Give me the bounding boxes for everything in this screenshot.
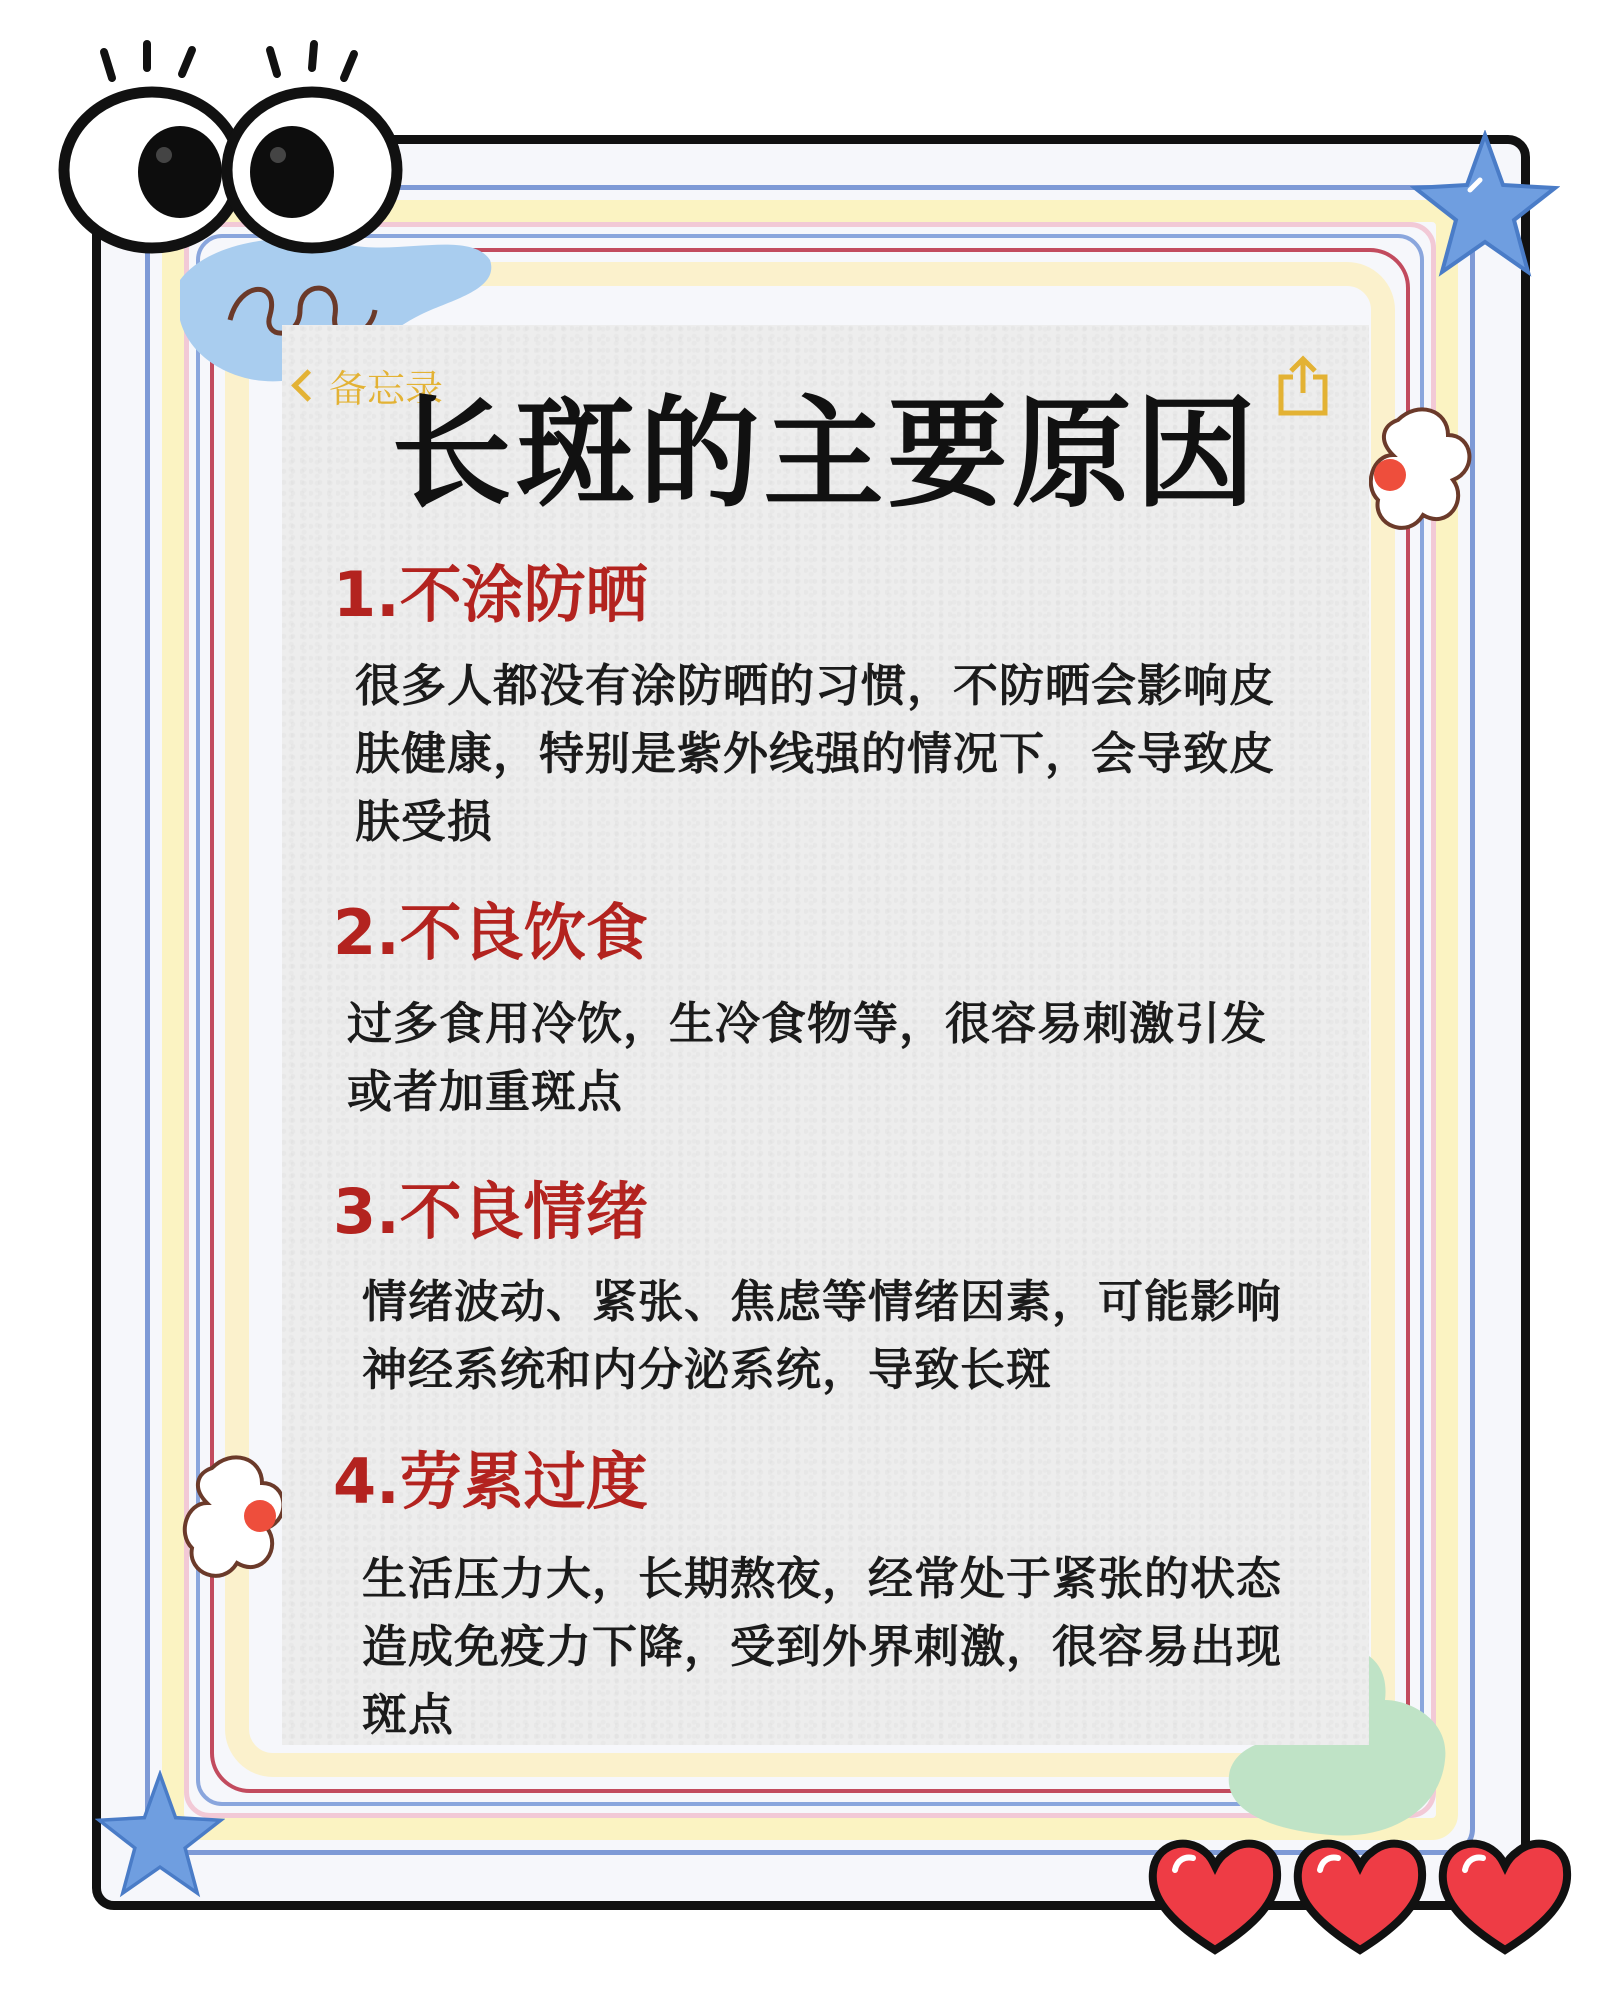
- flower-icon: [182, 1448, 292, 1598]
- section-body: 生活压力大，长期熬夜，经常处于紧张的状态造成免疫力下降，受到外界刺激，很容易出现斑点: [362, 1552, 1283, 1741]
- section-heading: 4.劳累过度: [333, 1445, 648, 1518]
- heart-icon: [1435, 1830, 1575, 1960]
- section-body: 过多食用冷饮，生冷食物等，很容易刺激引发或者加重斑点: [347, 997, 1268, 1118]
- section-heading: 3.不良情绪: [333, 1175, 648, 1248]
- page-title: 长斑的主要原因: [391, 385, 1260, 524]
- section-heading: 2.不良饮食: [333, 896, 648, 969]
- section-body: 情绪波动、紧张、焦虑等情绪因素，可能影响神经系统和内分泌系统，导致长斑: [362, 1275, 1283, 1396]
- star-icon: [95, 1770, 225, 1900]
- eyes-icon: [52, 40, 412, 260]
- star-icon: [1410, 130, 1560, 280]
- section-heading: 1.不涂防晒: [333, 558, 648, 631]
- back-label: 备忘录: [329, 367, 444, 411]
- flower-icon: [1368, 400, 1478, 550]
- heart-icon: [1290, 1830, 1430, 1960]
- section-body: 很多人都没有涂防晒的习惯，不防晒会影响皮肤健康，特别是紫外线强的情况下，会导致皮肤受损: [355, 659, 1276, 848]
- heart-icon: [1145, 1830, 1285, 1960]
